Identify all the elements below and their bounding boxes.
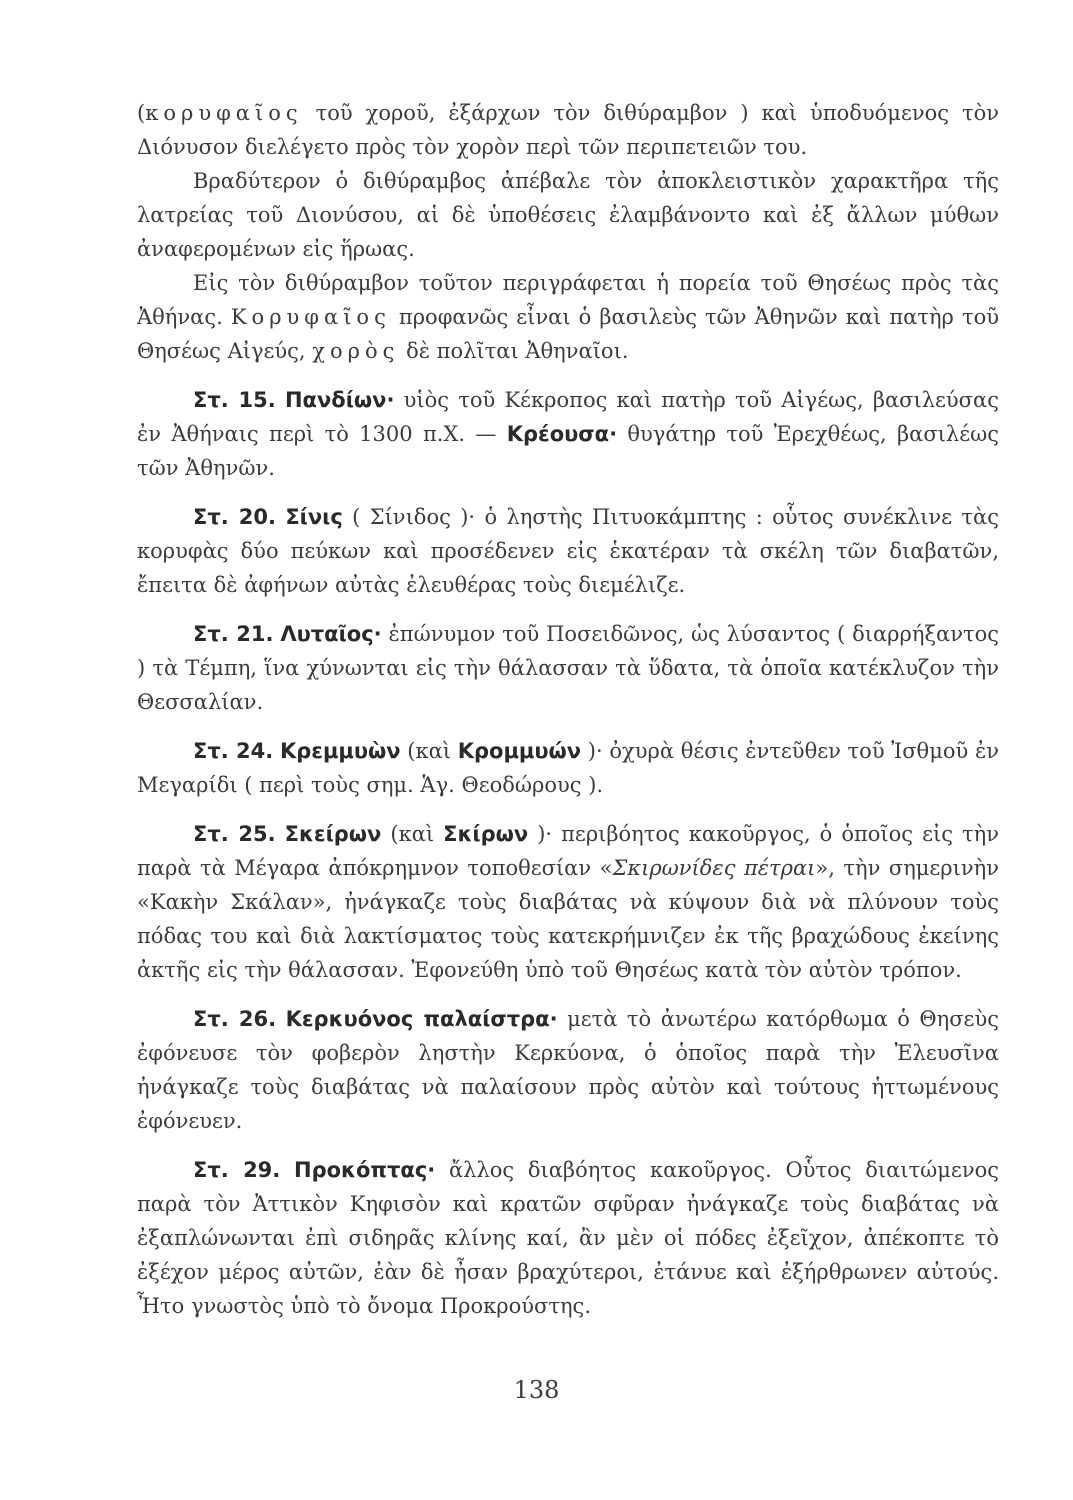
note-text: ἄλλος διαβόητος κακοῦργος. Οὗτος διαιτώμενος παρὰ τὸν Ἀττικὸν Κηφισὸν καὶ κρατῶν σφῦραν ἠνάγκαζε τοὺς διαβάτας νὰ ἐξαπλώνωνται ἐπὶ σιδηρᾶς κλίνης καί, ἂν μὲν οἱ πόδες ἐξεῖχον, ἀπέκοπτε τὸ ἐξέχον μέρος αὐτῶν, ἐὰν δὲ ἦσαν βραχύτεροι, ἐτάνυε καὶ ἐξήρθρωνεν αὐτούς. Ἦτο γνωστὸς ὑπὸ τὸ ὄνομα Προκρούστης.	[137, 1158, 999, 1318]
note-term: Σίνις	[285, 505, 343, 529]
note-text: μετὰ τὸ ἀνωτέρω κατόρθωμα ὁ Θησεὺς ἐφόνευσε τὸν φοβερὸν ληστὴν Κερκύονα, ὁ ὁποῖος παρὰ τὴν Ἐλευσῖνα ἠνάγκαζε τοὺς διαβάτας νὰ παλαίσουν πρὸς αὐτὸν καὶ τούτους ἡττωμένους ἐφόνευεν.	[137, 1007, 999, 1133]
line-reference: Στ. 15.	[193, 388, 276, 412]
note-line-25	[137, 817, 999, 987]
line-reference: Στ. 24.	[193, 739, 274, 763]
paragraph-theseus	[137, 266, 999, 368]
note-term: Πανδίων·	[284, 388, 395, 412]
note-text: (καὶ	[381, 822, 444, 846]
note-term: Κρέουσα·	[506, 422, 618, 446]
line-reference: Στ. 29.	[193, 1158, 281, 1182]
italic-place-name: Σκιρωνίδες πέτραι	[612, 856, 816, 880]
note-text: (καὶ	[400, 739, 458, 763]
paragraph-text: Βραδύτερον ὁ διθύραμβος ἀπέβαλε τὸν ἀποκλειστικὸν χαρακτῆρα τῆς λατρείας τοῦ Διονύσου, αἱ δὲ ὑποθέσεις ἐλαμβάνοντο καὶ ἐξ ἄλλων μύθων ἀναφερομένων εἰς ἥρωας.	[137, 169, 999, 261]
note-text: ἐπώνυμον τοῦ Ποσειδῶνος, ὡς λύσαντος ( διαρρήξαντος ) τὰ Τέμπη, ἵνα χύνωνται εἰς τὴν θάλασσαν τὰ ὕδατα, τὰ ὁποῖα κατέκλυζον τὴν Θεσσαλίαν.	[137, 622, 999, 714]
note-term: Κρομμυών	[457, 739, 582, 763]
paragraph-dithyramb	[137, 164, 999, 266]
line-reference: Στ. 20.	[193, 505, 276, 529]
note-term: Κρεμμυὼν	[279, 739, 401, 763]
note-line-15	[137, 383, 999, 485]
note-text: )· περιβόητος κακοῦργος, ὁ ὁποῖος εἰς τὴν παρὰ τὰ Μέγαρα ἀπόκρημνον τοποθεσίαν «	[137, 822, 999, 880]
note-text: θυγάτηρ τοῦ Ἐρεχθέως, βασιλέως τῶν Ἀθηνῶν.	[137, 422, 999, 480]
note-text: », τὴν σημερινὴν «Κακὴν Σκάλαν», ἠνάγκαζε τοὺς διαβάτας νὰ κύψουν διὰ νὰ πλύνουν τοὺς πόδας του καὶ διὰ λακτίσματος τοὺς κατεκρήμνιζεν ἐκ τῆς βραχώδους ἐκείνης ἀκτῆς εἰς τὴν θάλασσαν. Ἐφονεύθη ὑπὸ τοῦ Θησέως κατὰ τὸν αὐτὸν τρόπον.	[137, 856, 999, 982]
note-term: Σκείρων	[284, 822, 382, 846]
note-term: Προκόπτας·	[294, 1158, 436, 1182]
paragraph-intro	[137, 96, 999, 164]
note-text: )· ὀχυρὰ θέσις ἐντεῦθεν τοῦ Ἰσθμοῦ ἐν Μεγαρίδι ( περὶ τοὺς σημ. Ἁγ. Θεοδώρους ).	[137, 739, 999, 797]
spaced-word-koryfaios: Κορυφαῖος	[230, 305, 391, 329]
note-line-29	[137, 1153, 999, 1323]
note-line-26	[137, 1002, 999, 1138]
note-line-24	[137, 734, 999, 802]
line-reference: Στ. 21.	[193, 622, 274, 646]
note-term: Λυταῖος·	[280, 622, 382, 646]
page-number: 138	[513, 1376, 560, 1404]
line-reference: Στ. 26.	[193, 1007, 277, 1031]
spaced-word-choros: χορὸς	[312, 339, 400, 363]
note-text: ( Σίνιδος )· ὁ ληστὴς Πιτυοκάμπτης : οὗτος συνέκλινε τὰς κορυφὰς δύο πεύκων καὶ προσέδενεν εἰς ἑκατέραν τὰ σκέλη τῶν διαβατῶν, ἔπειτα δὲ ἀφήνων αὐτὰς ἐλευθέρας τοὺς διεμέλιζε.	[137, 505, 999, 597]
note-line-20	[137, 500, 999, 602]
paragraph-text: τοῦ χοροῦ, ἐξάρχων τὸν διθύραμβον ) καὶ ὑποδυόμενος τὸν Διόνυσον διελέγετο πρὸς τὸν χορὸν περὶ τῶν περιπετειῶν του.	[137, 101, 999, 159]
spaced-word-koryfaios: κορυφαῖος	[145, 101, 303, 125]
paragraph-text: δὲ πολῖται Ἀθηναῖοι.	[399, 339, 629, 363]
note-term: Κερκυόνος παλαίστρα·	[285, 1007, 558, 1031]
body-text	[137, 96, 999, 1338]
line-reference: Στ. 25.	[193, 822, 276, 846]
note-line-21	[137, 617, 999, 719]
note-term: Σκίρων	[443, 822, 529, 846]
open-paren: (	[137, 101, 146, 125]
note-text: υἱὸς τοῦ Κέκροπος καὶ πατὴρ τοῦ Αἰγέως, βασιλεύσας ἐν Ἀθήναις περὶ τὸ 1300 π.Χ. —	[137, 388, 999, 446]
paragraph-text: Εἰς τὸν διθύραμβον τοῦτον περιγράφεται ἡ πορεία τοῦ Θησέως πρὸς τὰς Ἀθήνας.	[137, 271, 999, 329]
paragraph-text: προφανῶς εἶναι ὁ βασιλεὺς τῶν Ἀθηνῶν καὶ πατὴρ τοῦ Θησέως Αἰγεύς,	[137, 305, 999, 363]
